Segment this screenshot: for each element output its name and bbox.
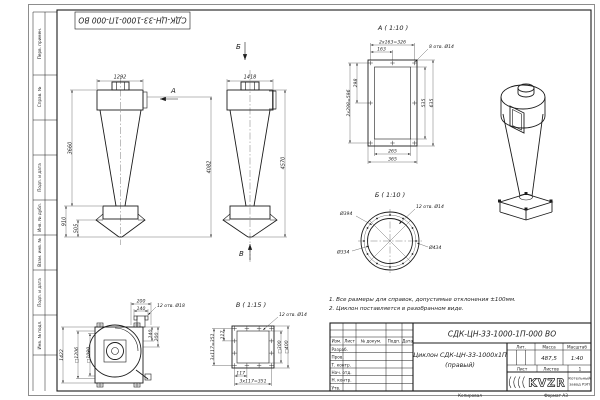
sheet-label: Лист <box>516 366 528 372</box>
sheets-value: 1 <box>578 366 582 372</box>
frame-label-sprav: Справ. № <box>37 86 42 108</box>
frame-label-inv-podl: Инв. № подл. <box>37 320 42 350</box>
row-utv: Утв. <box>331 385 341 391</box>
dim-a-vpitch-total: 2х298=596 <box>347 89 352 117</box>
copied-label: Копировал <box>458 392 482 398</box>
view-isometric <box>498 84 553 220</box>
dim-a-pitch: 163 <box>377 47 386 53</box>
section-arrow-a-label: А <box>171 87 176 95</box>
detail-v-title: В ( 1:15 ) <box>235 301 267 309</box>
frame-label-perv-primen: Перв. примен. <box>37 27 42 60</box>
section-arrow-v-label: В <box>239 250 244 258</box>
col-docnum: № докум. <box>360 338 382 344</box>
dim-a-vpitch: 298 <box>354 78 359 88</box>
detail-view-a <box>346 24 454 164</box>
mass-value: 487,5 <box>541 356 557 362</box>
dim-front-body-height: 3660 <box>67 141 74 155</box>
scale-value: 1:40 <box>570 356 584 362</box>
dim-volute-top2: 140 <box>136 306 146 312</box>
callout-b-holes: 12 отв. Ø14 <box>416 205 444 210</box>
detail-view-b <box>336 191 444 273</box>
dim-v-row-left: 3х117=351 <box>211 333 216 361</box>
callout-a-holes: 8 отв. Ø14 <box>429 45 454 50</box>
detail-a-title: А ( 1:10 ) <box>377 24 409 32</box>
row-nkontr: Н. контр. <box>331 377 352 383</box>
frame-label-inv-dubl: Инв. № дубл. <box>37 203 42 232</box>
dim-v-square-outer: □400 <box>285 340 290 354</box>
dim-v-pitch-left: 117 <box>221 330 226 340</box>
mass-label: Масса <box>542 344 556 350</box>
row-prov: Пров. <box>331 354 344 360</box>
col-podp: Подп. <box>387 338 401 344</box>
dim-volute-sq2: □1080 <box>87 346 92 364</box>
notes <box>329 297 516 312</box>
dim-a-pitch-total: 2х163=326 <box>378 40 407 46</box>
dim-v-square-inner: □300 <box>278 340 283 354</box>
dim-volute-right1: 140 <box>149 329 154 339</box>
row-razrab: Разраб. <box>331 347 348 352</box>
view-front <box>62 75 213 246</box>
dim-volute-top1: 200 <box>136 299 146 305</box>
company-logo-text: KVZR <box>528 376 566 390</box>
dim-front-total-height: 4082 <box>206 160 213 174</box>
dim-v-row-bottom: 3х117=351 <box>239 379 267 385</box>
callout-v-holes: 12 отв. Ø14 <box>279 313 307 318</box>
dim-front-bunker: 910 <box>61 216 68 227</box>
base-bolt-mark <box>525 208 528 211</box>
dim-volute-right2: 200 <box>155 332 160 342</box>
frame-label-podp-data-2: Подп. и дата <box>37 278 42 307</box>
dim-b-bolt-circle: Ø394 <box>340 212 353 217</box>
col-izm: Изм. <box>331 338 342 344</box>
top-designation-text: СДК-ЦН-33-1000-1П-000 ВО <box>78 15 187 25</box>
titleblock-designation: СДК-ЦН-33-1000-1П-000 ВО <box>447 329 557 339</box>
scale-label: Масштаб <box>567 344 587 350</box>
titleblock-name-2: (правый) <box>445 362 475 369</box>
dim-a-inner-width: 265 <box>388 149 397 155</box>
dim-volute-sq1: □1206 <box>75 346 80 364</box>
col-data: Дата <box>402 338 413 344</box>
title-block <box>330 323 591 398</box>
lit-label: Лит. <box>516 344 526 350</box>
callout-volute-holes: 12 отв. Ø18 <box>157 304 185 309</box>
frame-label-podp-data-1: Подп. и дата <box>37 163 42 192</box>
detail-b-title: Б ( 1:10 ) <box>374 191 406 199</box>
dim-side-height: 4570 <box>280 156 287 170</box>
spring-logo-icon <box>509 377 524 389</box>
dim-volute-outer: 1422 <box>60 349 65 361</box>
dim-b-outer-dia: Ø434 <box>429 246 442 251</box>
dim-v-pitch-bottom: 117 <box>236 371 246 377</box>
row-nachotd: Нач. отд. <box>331 370 352 375</box>
dim-side-width: 1418 <box>243 74 257 81</box>
dim-a-inner-height: 535 <box>422 98 427 108</box>
view-side <box>223 42 287 262</box>
note-2: 2. Циклон поставляется в разобранном виде. <box>329 306 464 312</box>
dim-a-outer-height: 635 <box>430 98 435 108</box>
section-arrow-b-label: Б <box>236 43 241 51</box>
company-name-line2: завод РЭП <box>569 381 590 387</box>
dim-a-outer-width: 365 <box>388 157 397 163</box>
base-bolt-mark <box>550 200 553 203</box>
frame-label-vzam-inv: Взам. инв. № <box>37 238 42 267</box>
dim-b-inner-dia: Ø334 <box>337 250 350 256</box>
col-list: Лист <box>344 338 355 344</box>
top-designation-box <box>75 12 190 29</box>
sheets-label: Листов <box>543 366 559 372</box>
company-name-line1: Котельный <box>568 375 591 381</box>
dim-front-cone: 505 <box>73 223 80 234</box>
row-tkontr: Т. контр. <box>331 362 351 368</box>
titleblock-name: Циклон СДК-ЦН-33-1000х1П <box>413 352 507 359</box>
detail-view-v <box>210 301 307 386</box>
base-bolt-mark <box>525 192 528 195</box>
base-bolt-mark <box>498 200 501 203</box>
view-volute <box>59 299 185 388</box>
dim-front-width: 1292 <box>113 74 127 81</box>
note-1: 1. Все размеры для справок, допустимые отклонения ±100мм. <box>329 297 516 303</box>
format-label: Формат А3 <box>544 392 568 398</box>
